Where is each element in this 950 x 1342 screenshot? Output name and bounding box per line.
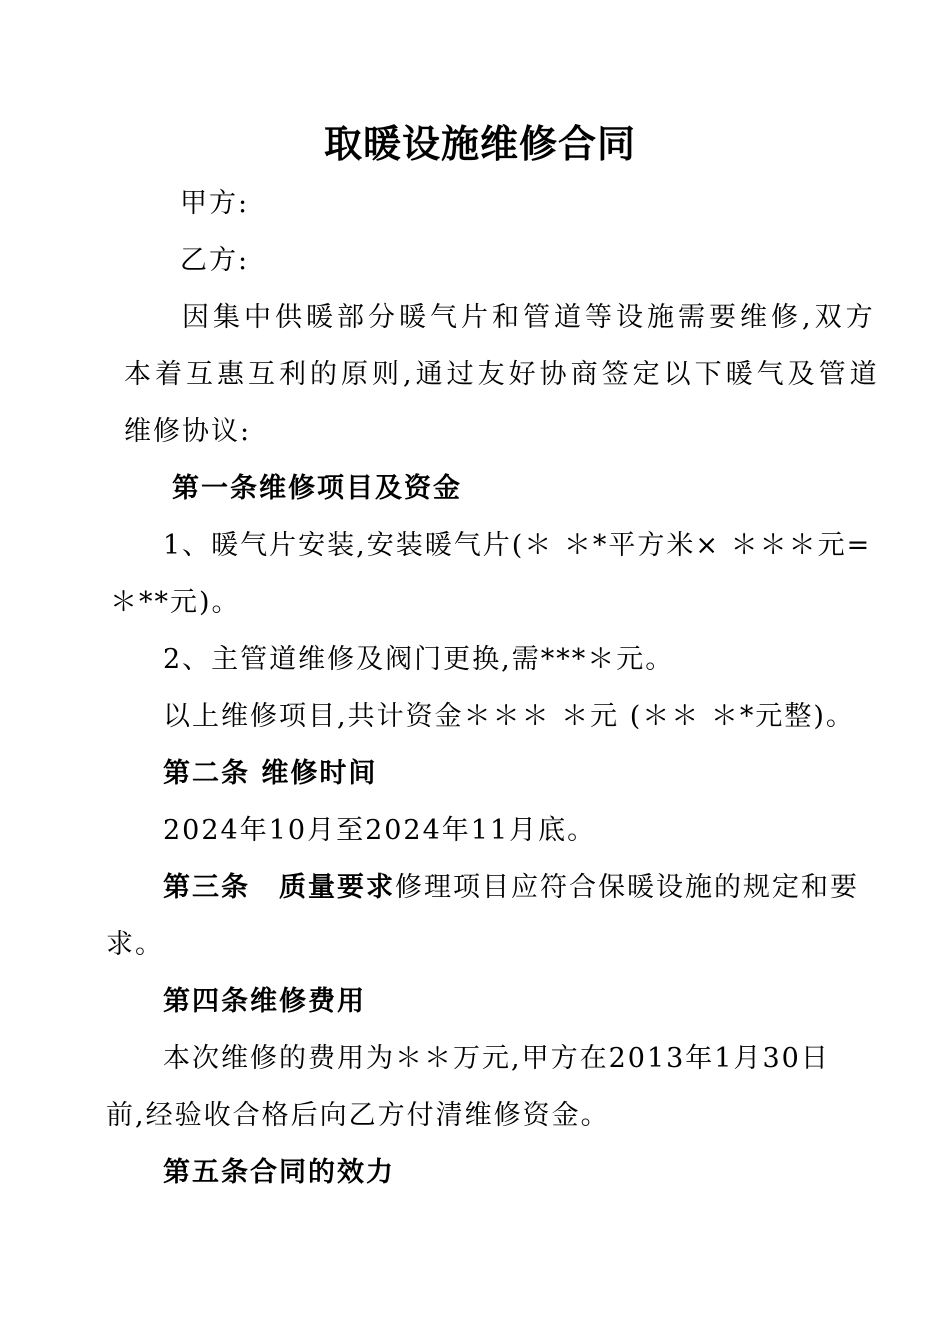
article3-text: 修理项目应符合保暖设施的规定和要	[395, 872, 859, 903]
article1-total: 以上维修项目,共计资金＊＊＊ ＊元 (＊＊ ＊*元整)。	[163, 701, 855, 732]
intro-line-3: 维修协议:	[124, 416, 252, 447]
article4-line1: 本次维修的费用为＊＊万元,甲方在2013年1月30日	[163, 1043, 830, 1074]
article1-item1-line1: 1、暖气片安装,安装暖气片(＊ ＊*平方米× ＊＊＊元=	[163, 530, 872, 561]
article3-line1	[163, 870, 859, 906]
article4-line2: 前,经验收合格后向乙方付清维修资金。	[106, 1100, 610, 1131]
article3-heading: 第三条 质量要求	[163, 872, 395, 903]
article3-line2: 求。	[106, 929, 164, 960]
party-b-label: 乙方:	[180, 245, 250, 276]
document-title: 取暖设施维修合同	[323, 121, 636, 166]
party-a-label: 甲方:	[180, 188, 250, 219]
article1-item1-line2: ＊**元)。	[110, 587, 241, 618]
article1-item2: 2、主管道维修及阀门更换,需***＊元。	[163, 644, 675, 675]
article4-heading: 第四条维修费用	[163, 986, 366, 1017]
article2-text: 2024年10月至2024年11月底。	[163, 815, 597, 846]
article1-heading: 第一条维修项目及资金	[172, 473, 462, 504]
article5-heading: 第五条合同的效力	[163, 1157, 395, 1188]
intro-line-2: 本着互惠互利的原则,通过友好协商签定以下暖气及管道	[124, 359, 881, 390]
intro-line-1: 因集中供暖部分暖气片和管道等设施需要维修,双方	[182, 302, 877, 333]
article2-heading: 第二条 维修时间	[163, 758, 378, 789]
